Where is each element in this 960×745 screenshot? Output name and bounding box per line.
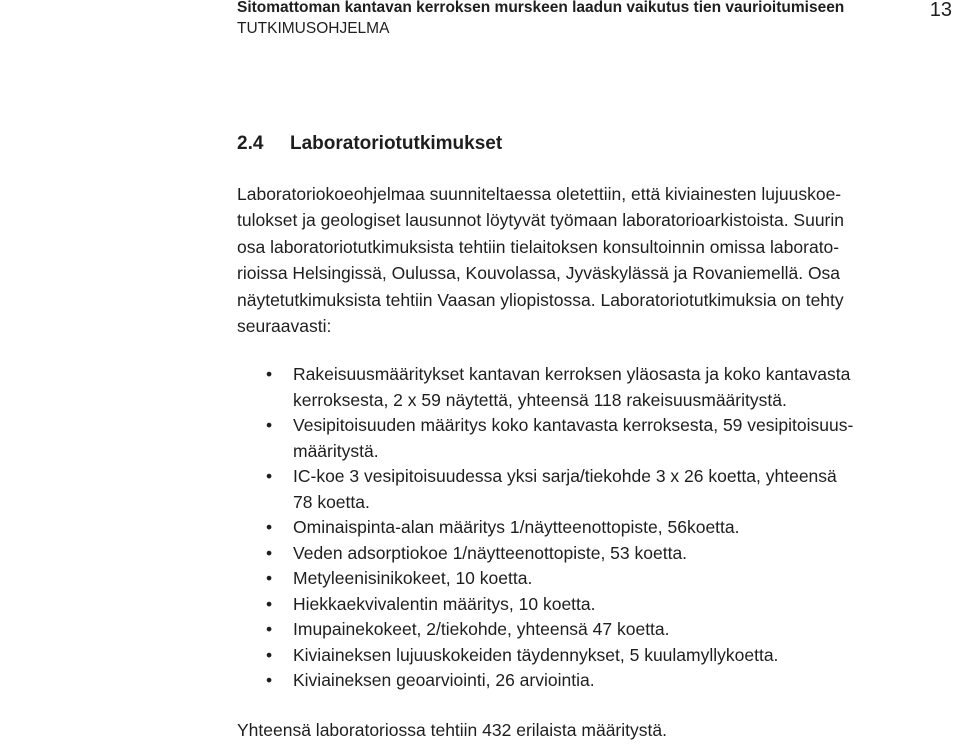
list-item-line: kerroksesta, 2 x 59 näytettä, yhteensä 118 rakeisuusmääritystä. (293, 389, 787, 410)
bullet-icon: • (266, 593, 273, 614)
list-item-line: Imupainekokeet, 2/tiekohde, yhteensä 47 koetta. (293, 619, 670, 639)
bullet-icon: • (266, 644, 273, 665)
paragraph-line: rioissa Helsingissä, Oulussa, Kouvolassa, Jyväskylässä ja Rovaniemellä. Osa (237, 263, 841, 284)
paragraph-line: näytetutkimuksista tehtiin Vaasan yliopistossa. Laboratoriotutkimuksia on tehty (237, 289, 844, 310)
bullet-icon: • (266, 670, 273, 690)
bullet-icon: • (266, 542, 273, 563)
list-item-line: 78 koetta. (293, 491, 370, 512)
bullet-icon: • (266, 415, 273, 435)
list-item (237, 617, 959, 643)
section-heading (237, 131, 502, 157)
summary-text: Yhteensä laboratoriossa tehtiin 432 erilaista määritystä. (237, 720, 667, 740)
list-item-line: Hiekkaekvivalentin määritys, 10 koetta. (293, 593, 596, 614)
list-item-line: Kiviaineksen geoarviointi, 26 arviointia. (293, 670, 595, 690)
bullet-list (237, 362, 959, 694)
list-item (237, 643, 959, 669)
section-title: Laboratoriotutkimukset (290, 133, 503, 154)
list-item (237, 668, 959, 694)
list-item (237, 362, 959, 413)
body-paragraph (237, 181, 959, 339)
document-subtitle: TUTKIMUSOHJELMA (237, 20, 390, 37)
list-item (237, 541, 959, 567)
bullet-icon: • (266, 619, 273, 639)
bullet-icon: • (266, 517, 273, 537)
list-item-line: Ominaispinta-alan määritys 1/näytteenottopiste, 56koetta. (293, 517, 740, 537)
list-item-line: IC-koe 3 vesipitoisuudessa yksi sarja/tiekohde 3 x 26 koetta, yhteensä (293, 466, 837, 486)
paragraph-line: tulokset ja geologiset lausunnot löytyvät työmaan laboratorioarkistoista. Suurin (237, 210, 845, 231)
list-item-line: Rakeisuusmääritykset kantavan kerroksen yläosasta ja koko kantavasta (293, 364, 851, 384)
page-number: 13 (929, 0, 952, 21)
list-item-line: Veden adsorptiokoe 1/näytteenottopiste, 53 koetta. (293, 542, 688, 563)
bullet-icon: • (266, 364, 273, 384)
list-item (237, 592, 959, 618)
document-title: Sitomattoman kantavan kerroksen murskeen laadun vaikutus tien vaurioitumiseen (237, 0, 845, 16)
list-item (237, 413, 959, 464)
list-item (237, 566, 959, 592)
list-item (237, 464, 959, 515)
section-number: 2.4 (237, 133, 264, 154)
bullet-icon: • (266, 568, 273, 588)
list-item-line: Metyleenisinikokeet, 10 koetta. (293, 568, 533, 588)
paragraph-line: osa laboratoriotutkimuksista tehtiin tielaitoksen konsultoinnin omissa laborato- (237, 236, 840, 257)
bullet-icon: • (266, 466, 273, 486)
paragraph-line: Laboratoriokoeohjelmaa suunniteltaessa oletettiin, että kiviainesten lujuuskoe- (237, 184, 842, 204)
list-item-line: Vesipitoisuuden määritys koko kantavasta kerroksesta, 59 vesipitoisuus- (293, 415, 854, 435)
paragraph-line: seuraavasti: (237, 316, 332, 337)
list-item-line: määritystä. (293, 440, 379, 461)
list-item (237, 515, 959, 541)
list-item-line: Kiviaineksen lujuuskokeiden täydennykset, 5 kuulamyllykoetta. (293, 644, 779, 665)
